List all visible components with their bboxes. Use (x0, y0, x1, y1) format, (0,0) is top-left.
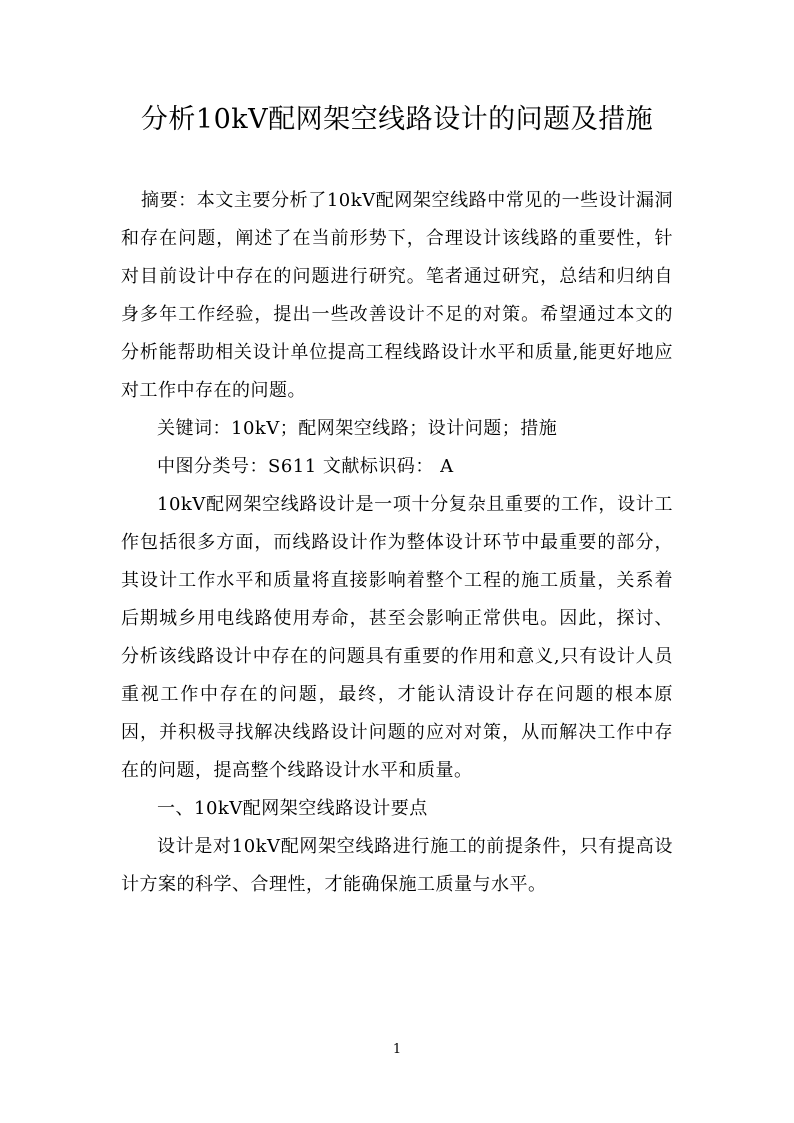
classification-line: 中图分类号：S611 文献标识码： A (157, 456, 454, 477)
document-title: 分析10kV配网架空线路设计的问题及措施 (140, 104, 654, 135)
section-paragraph: 设计是对10kV配网架空线路进行施工的前提条件，只有提高设计方案的科学、合理性，才能确保施工质量与水平。 (121, 836, 673, 895)
page-number: 1 (392, 1042, 402, 1057)
document-body (121, 182, 673, 904)
keywords-line: 关键词：10kV；配网架空线路；设计问题；措施 (157, 418, 558, 439)
intro-paragraph: 10kV配网架空线路设计是一项十分复杂且重要的工作，设计工作包括很多方面，而线路设计作为整体设计环节中最重要的部分，其设计工作水平和质量将直接影响着整个工程的施工质量，关系着后期城乡用电线路使用寿命，甚至会影响正常供电。因此，探讨、分析该线路设计中存在的问题具有重要的作用和意义,只有设计人员重视工作中存在的问题，最终，才能认清设计存在问题的根本原因，并积极寻找解决线路设计问题的应对对策，从而解决工作中存在的问题，提高整个线路设计水平和质量。 (121, 494, 673, 781)
section-heading: 一、10kV配网架空线路设计要点 (157, 798, 428, 819)
abstract-paragraph: 摘要：本文主要分析了10kV配网架空线路中常见的一些设计漏洞和存在问题，阐述了在当前形势下，合理设计该线路的重要性，针对目前设计中存在的问题进行研究。笔者通过研究，总结和归纳自身多年工作经验，提出一些改善设计不足的对策。希望通过本文的分析能帮助相关设计单位提高工程线路设计水平和质量,能更好地应对工作中存在的问题。 (121, 190, 673, 401)
